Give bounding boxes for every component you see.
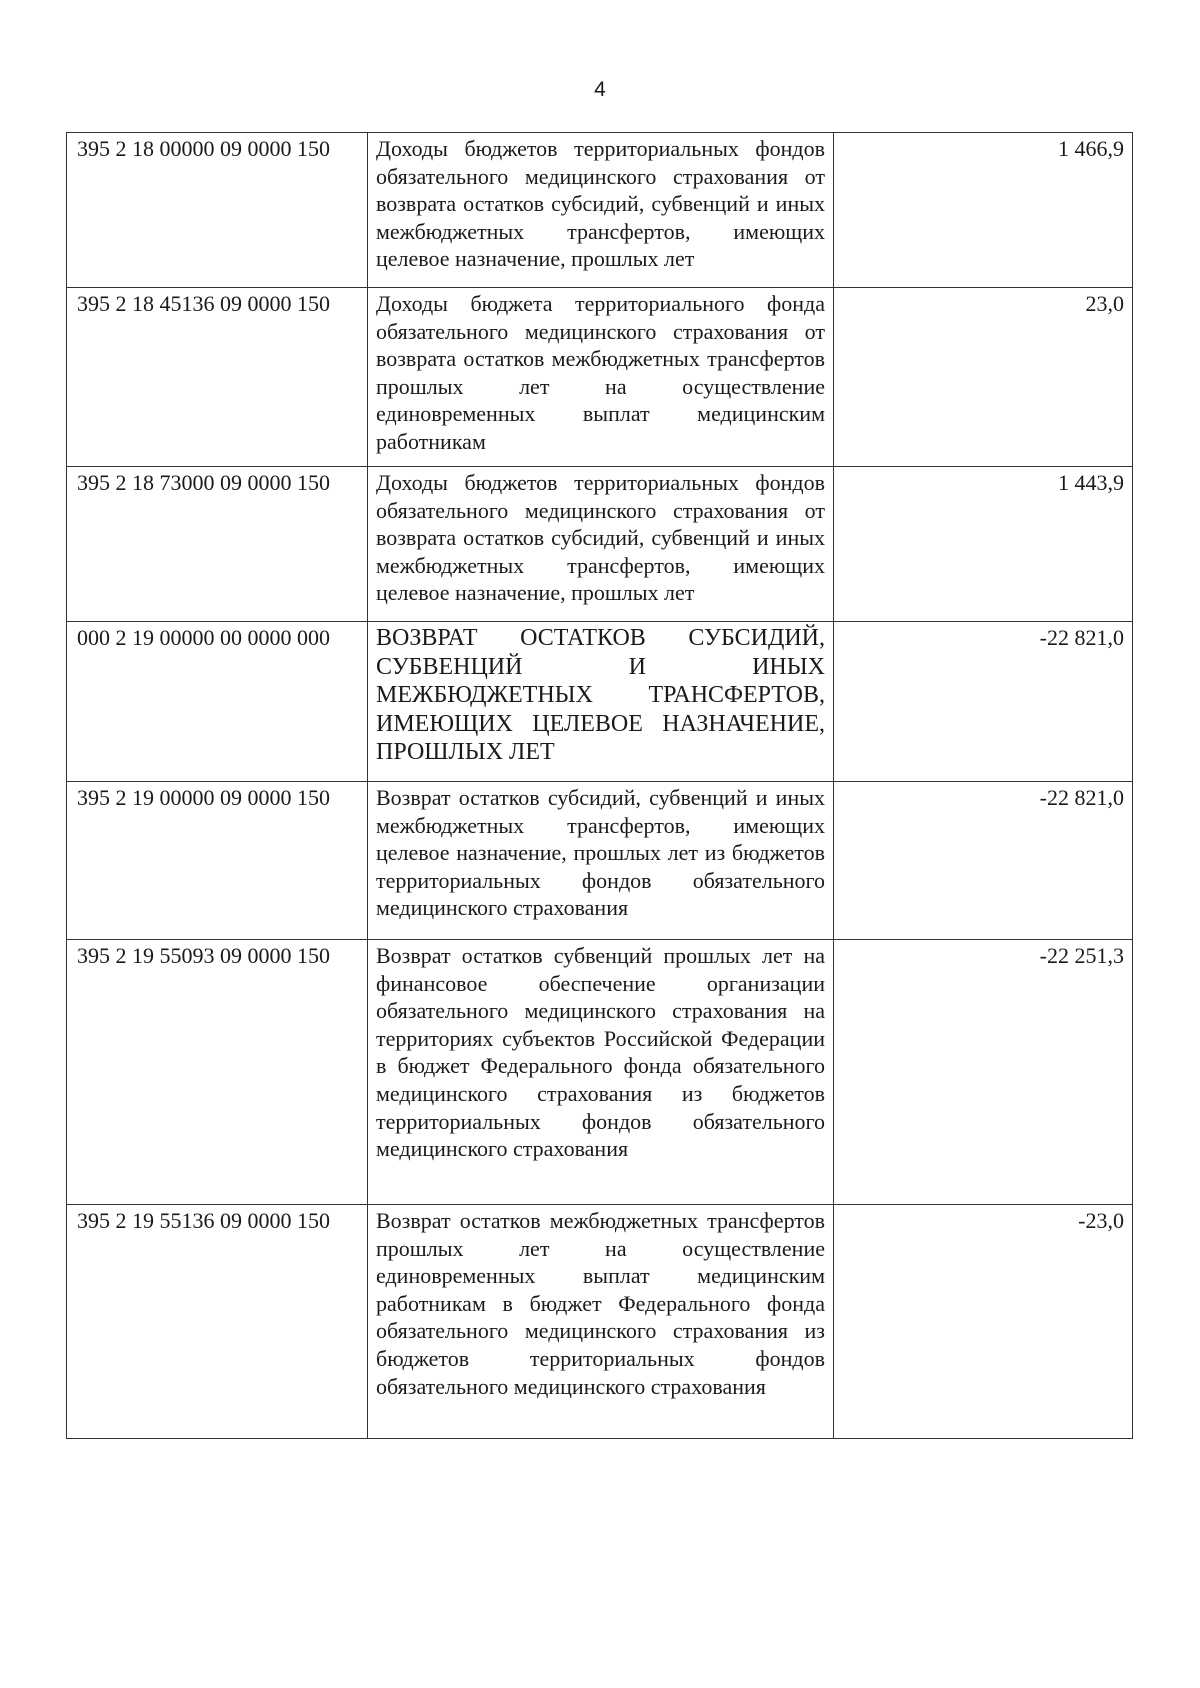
table-row bbox=[67, 622, 1133, 782]
amount-cell: -22 251,3 bbox=[834, 940, 1133, 1205]
budget-code-cell: 395 2 18 73000 09 0000 150 bbox=[67, 467, 368, 622]
table-row bbox=[67, 940, 1133, 1205]
table-row bbox=[67, 133, 1133, 288]
revenue-name-cell: Доходы бюджета территориального фонда обязательного медицинского страхования от возврата остатков межбюджетных трансфертов прошлых лет на осуществление единовременных выплат медицинским работникам bbox=[368, 288, 834, 467]
table-row bbox=[67, 782, 1133, 940]
budget-revenue-table bbox=[66, 132, 1133, 1439]
budget-code-cell: 395 2 19 55136 09 0000 150 bbox=[67, 1205, 368, 1439]
amount-cell: 23,0 bbox=[834, 288, 1133, 467]
revenue-name-cell: Доходы бюджетов территориальных фондов обязательного медицинского страхования от возврата остатков субсидий, субвенций и иных межбюджетных трансфертов, имеющих целевое назначение, прошлых лет bbox=[368, 467, 834, 622]
budget-code-cell: 395 2 18 45136 09 0000 150 bbox=[67, 288, 368, 467]
revenue-name-cell: Возврат остатков субвенций прошлых лет на финансовое обеспечение организации обязательного медицинского страхования на территориях субъектов Российской Федерации в бюджет Федерального фонда обязательного медицинского страхования из бюджетов территориальных фондов обязательного медицинского страхования bbox=[368, 940, 834, 1205]
amount-cell: 1 443,9 bbox=[834, 467, 1133, 622]
revenue-name-cell: Возврат остатков межбюджетных трансфертов прошлых лет на осуществление единовременных выплат медицинским работникам в бюджет Федерального фонда обязательного медицинского страхования из бюджетов территориальных фондов обязательного медицинского страхования bbox=[368, 1205, 834, 1439]
table-row bbox=[67, 467, 1133, 622]
amount-cell: -22 821,0 bbox=[834, 622, 1133, 782]
budget-code-cell: 395 2 19 55093 09 0000 150 bbox=[67, 940, 368, 1205]
revenue-name-cell: Возврат остатков субсидий, субвенций и иных межбюджетных трансфертов, имеющих целевое назначение, прошлых лет из бюджетов территориальных фондов обязательного медицинского страхования bbox=[368, 782, 834, 940]
budget-code-cell: 395 2 18 00000 09 0000 150 bbox=[67, 133, 368, 288]
budget-code-cell: 395 2 19 00000 09 0000 150 bbox=[67, 782, 368, 940]
amount-cell: -23,0 bbox=[834, 1205, 1133, 1439]
amount-cell: -22 821,0 bbox=[834, 782, 1133, 940]
page-number: 4 bbox=[594, 78, 606, 101]
budget-code-cell: 000 2 19 00000 00 0000 000 bbox=[67, 622, 368, 782]
revenue-name-cell: Доходы бюджетов территориальных фондов обязательного медицинского страхования от возврата остатков субсидий, субвенций и иных межбюджетных трансфертов, имеющих целевое назначение, прошлых лет bbox=[368, 133, 834, 288]
table-row bbox=[67, 1205, 1133, 1439]
amount-cell: 1 466,9 bbox=[834, 133, 1133, 288]
table-row bbox=[67, 288, 1133, 467]
revenue-name-cell: ВОЗВРАТ ОСТАТКОВ СУБСИДИЙ, СУБВЕНЦИЙ И ИНЫХ МЕЖБЮДЖЕТНЫХ ТРАНСФЕРТОВ, ИМЕЮЩИХ ЦЕЛЕВОЕ НАЗНАЧЕНИЕ, ПРОШЛЫХ ЛЕТ bbox=[368, 622, 834, 782]
